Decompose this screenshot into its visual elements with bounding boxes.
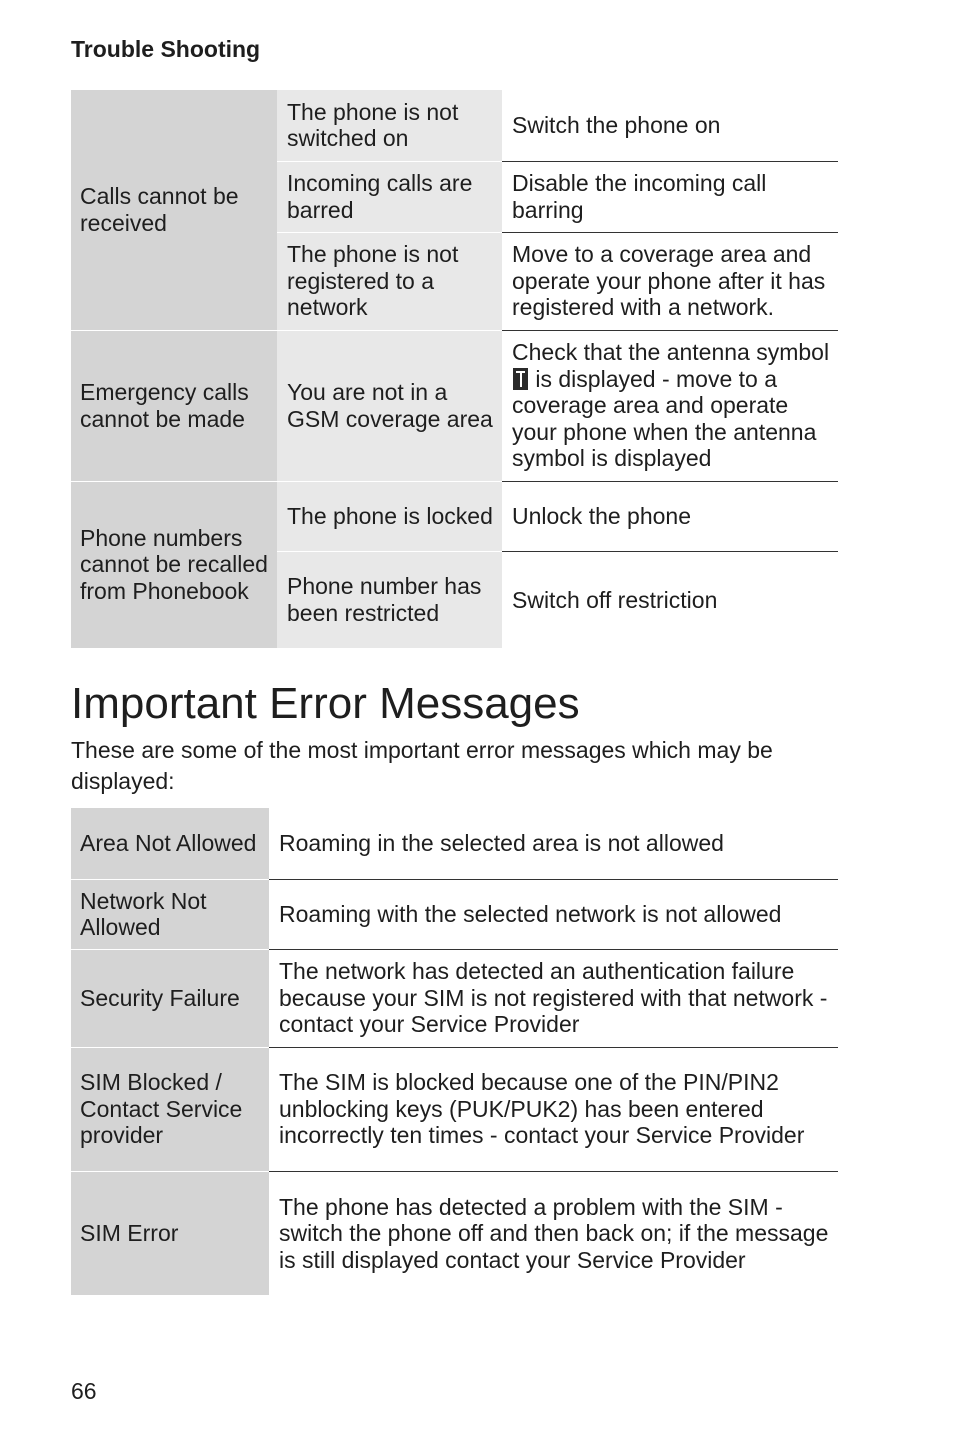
cause-cell: The phone is not registered to a network [277, 232, 502, 330]
error-message-cell: Network Not Allowed [71, 879, 269, 949]
cause-cell: Phone number has been restricted [277, 551, 502, 648]
error-description-cell: The phone has detected a problem with the SIM - switch the phone off and then back on; if the message is still displayed contact your Service Provider [269, 1171, 838, 1295]
cause-cell: The phone is locked [277, 481, 502, 551]
cause-cell: You are not in a GSM coverage area [277, 330, 502, 481]
error-description-cell: The SIM is blocked because one of the PIN/PIN2 unblocking keys (PUK/PUK2) has been entered incorrectly ten times - contact your Service Provider [269, 1047, 838, 1171]
error-message-cell: Security Failure [71, 949, 269, 1047]
solution-text: is displayed - move to a coverage area and operate your phone when the antenna symbol is displayed [512, 365, 817, 472]
table-row [71, 481, 838, 551]
page-title: Important Error Messages [71, 679, 580, 728]
table-row [71, 1171, 838, 1295]
error-description-cell: The network has detected an authentication failure because your SIM is not registered with that network - contact your Service Provider [269, 949, 838, 1047]
problem-cell: Emergency calls cannot be made [71, 330, 277, 481]
problem-cell: Phone numbers cannot be recalled from Phonebook [71, 481, 277, 648]
solution-cell: Disable the incoming call barring [502, 161, 838, 232]
error-message-cell: Area Not Allowed [71, 808, 269, 879]
cause-cell: Incoming calls are barred [277, 161, 502, 232]
antenna-icon [513, 368, 528, 390]
table-row [71, 1047, 838, 1171]
error-message-cell: SIM Error [71, 1171, 269, 1295]
table-row [71, 949, 838, 1047]
page-number: 66 [71, 1378, 97, 1404]
error-description-cell: Roaming in the selected area is not allowed [269, 808, 838, 879]
error-messages-table [71, 808, 838, 1296]
section-header: Trouble Shooting [71, 36, 261, 62]
cause-cell: The phone is not switched on [277, 90, 502, 161]
table-row [71, 808, 838, 879]
table-row [71, 90, 838, 161]
table-row [71, 879, 838, 949]
error-description-cell: Roaming with the selected network is not allowed [269, 879, 838, 949]
problem-cell: Calls cannot be received [71, 90, 277, 330]
solution-cell: Switch off restriction [502, 551, 838, 648]
intro-text: These are some of the most important error messages which may be displayed: [71, 737, 773, 794]
solution-cell: Unlock the phone [502, 481, 838, 551]
solution-cell: Move to a coverage area and operate your phone after it has registered with a network. [502, 232, 838, 330]
solution-cell: Switch the phone on [502, 90, 838, 161]
solution-text: Check that the antenna symbol [512, 339, 830, 366]
solution-cell [502, 330, 838, 481]
table-row [71, 330, 838, 481]
troubleshooting-table [71, 90, 838, 649]
error-message-cell: SIM Blocked / Contact Service provider [71, 1047, 269, 1171]
